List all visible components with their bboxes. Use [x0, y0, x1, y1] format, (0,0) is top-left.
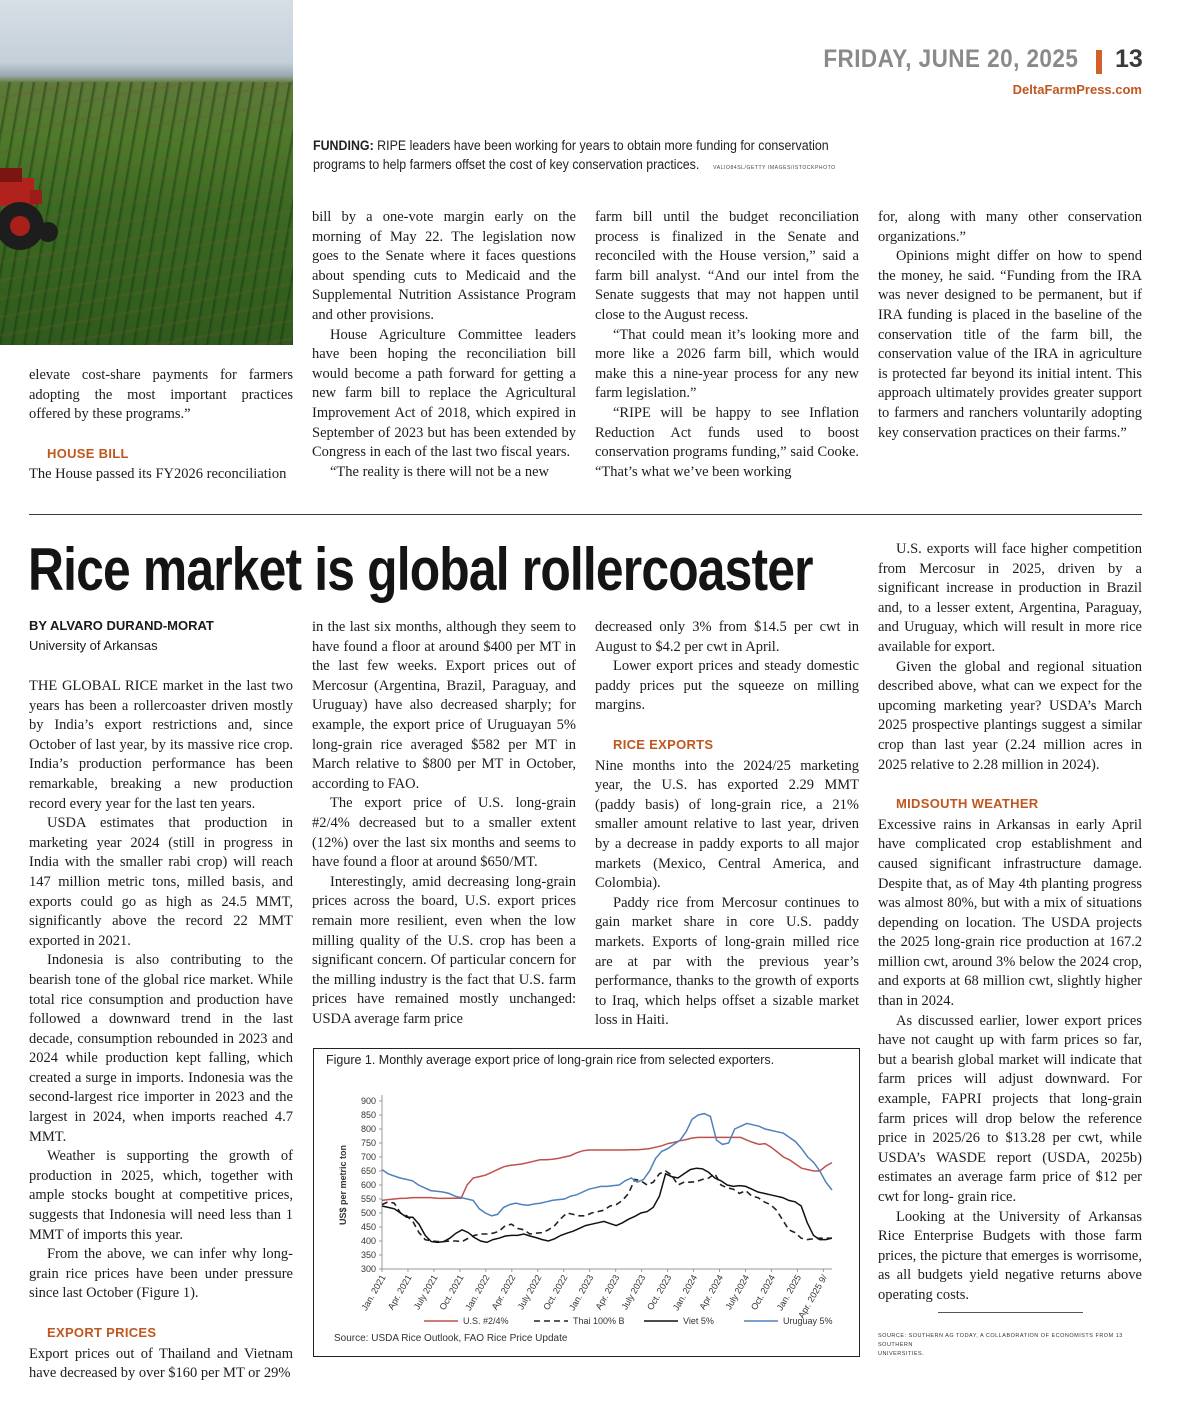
x-tick-label: Apr. 2022: [489, 1273, 518, 1312]
x-tick-label: Oct. 2022: [541, 1273, 570, 1312]
header-divider: [1096, 50, 1102, 74]
x-tick-label: Oct. 2024: [748, 1273, 778, 1312]
x-tick-label: July 2023: [619, 1273, 648, 1312]
paragraph: U.S. exports will face higher competition from Mercosur in 2025, driven by a significant increase in production in Brazil and, to a lesser extent, Argentina, Paraguay, and Uruguay, which will result in more rice available for export.: [878, 541, 1142, 655]
paragraph: bill by a one-vote margin early on the morning of May 22. The legislation now goes to the Senate where it faces questions about spending cuts to Medicaid and the Supplemental Nutrition Assistance Program and other provisions.: [312, 209, 576, 323]
paragraph: The export price of U.S. long-grain #2/4% decreased but to a smaller extent (12%) over the last six months and seems to have found a floor at around $650/MT.: [312, 795, 576, 871]
paragraph: Indonesia is also contributing to the bearish tone of the global rice market. While total rice consumption and production have followed a downward trend in the last decade, consumption rebounded in 2023 and 2024 while production kept falling, which created a surge in imports. Indonesia was the second-largest rice importer in 2023 and the largest in 2024, when imports reached 4.7 MMT.: [29, 952, 293, 1145]
x-tick-label: July 2024: [723, 1273, 752, 1312]
byline: BY ALVARO DURAND-MORAT: [29, 618, 214, 633]
paragraph: The House passed its FY2026 reconciliation: [29, 466, 287, 483]
issue-date: FRIDAY, JUNE 20, 2025: [823, 45, 1078, 73]
y-tick-label: 700: [360, 1152, 376, 1162]
paragraph: elevate cost-share payments for farmers adopting the most important practices offered by these programs.”: [29, 367, 293, 423]
x-tick-label: Jan. 2021: [359, 1273, 388, 1313]
y-axis-label: US$ per metric ton: [338, 1144, 348, 1226]
x-tick-label: Apr. 2023: [593, 1273, 622, 1312]
paragraph-text: market in the last two years has been a rollercoaster driven mostly by India’s export restrictions and, since October of last year, by its massive rice crop. India’s production performance has been remarkable, breaking a new production record every year for the last ten years.: [29, 678, 293, 812]
paragraph: Interestingly, amid decreasing long-grain prices across the board, U.S. export prices remain more resilient, even when the low milling quality of the U.S. crop has been a significant concern. Of particular concern for the milling industry is the fact that U.S. farm prices have remained mostly unchanged: USDA average farm price: [312, 873, 576, 1027]
paragraph: Export prices out of Thailand and Vietnam have decreased by over $160 per MT or 29%: [29, 1345, 293, 1382]
site-link[interactable]: DeltaFarmPress.com: [1012, 82, 1142, 97]
top-story-column-3: [595, 208, 859, 482]
paragraph: As discussed earlier, lower export prices have not caught up with farm prices so far, but a bearish global market will indicate that farm prices will adjust downward. For example, FAPRI projects that long-grain farm prices will drop below the reference price in 2025/26 to $13.28 per cwt, while USDA’s WASDE report (USDA, 2025b) estimates an average farm price of $12 per cwt for long- grain rice.: [878, 1012, 1142, 1205]
source-note-line-1: SOURCE: SOUTHERN AG TODAY, A COLLABORATION OF ECONOMISTS FROM 13 SOUTHERN: [878, 1333, 1123, 1348]
x-tick-label: Jan. 2024: [670, 1273, 700, 1313]
x-tick-label: Apr. 2024: [697, 1273, 726, 1312]
paragraph: for, along with many other conservation organizations.”: [878, 209, 1142, 245]
x-tick-label: Oct. 2023: [645, 1273, 674, 1312]
series-line-uruguay-5-: [382, 1114, 832, 1216]
paragraph: “The reality is there will not be a new: [330, 463, 550, 480]
source-note-line-2: UNIVERSITIES.: [878, 1351, 925, 1357]
chart-title: Figure 1. Monthly average export price of long-grain rice from selected exporters.: [326, 1053, 775, 1067]
caption-line-2: programs to help farmers offset the cost of key conservation practices.: [313, 157, 700, 172]
y-tick-label: 650: [360, 1166, 376, 1176]
x-tick-label: July 2022: [515, 1273, 544, 1312]
subhead-export-prices: EXPORT PRICES: [47, 1325, 157, 1340]
y-tick-label: 850: [360, 1110, 376, 1120]
caption-line-1: RIPE leaders have been working for years to obtain more funding for conservation: [373, 138, 829, 153]
series-line-thai-100-b: [382, 1171, 832, 1242]
legend-label: U.S. #2/4%: [463, 1316, 509, 1326]
subhead-rice-exports: RICE EXPORTS: [613, 736, 714, 752]
y-tick-label: 750: [360, 1138, 376, 1148]
series-line-viet-5-: [382, 1168, 832, 1242]
series-line-u-s-2-4-: [382, 1137, 832, 1200]
paragraph: Nine months into the 2024/25 marketing year, the U.S. has exported 2.29 MMT (paddy basis) of long-grain rice, a 21% smaller amount relative to last year, driven by a decrease in paddy exports to all major markets (Mexico, Central America, and Colombia).: [595, 757, 859, 892]
top-story-column-4: [878, 208, 1142, 443]
rice-column-4: [878, 540, 1142, 1306]
paragraph: decreased only 3% from $14.5 per cwt in August to $4.2 per cwt in April.: [595, 619, 859, 655]
y-tick-label: 400: [360, 1236, 376, 1246]
y-tick-label: 500: [360, 1208, 376, 1218]
top-story-column-2: [312, 208, 576, 482]
paragraph: [29, 677, 293, 814]
top-story-column-1: [29, 366, 293, 485]
paragraph: in the last six months, although they seem to have found a floor at around $400 per MT in the last few weeks. Export prices out of Mercosur (Argentina, Brazil, Paraguay, and Uruguay) have also decreased sharply; for example, the export price of Uruguayan 5% long-grain rice averaged $582 per MT in March relative to $800 per MT in October, according to FAO.: [312, 619, 576, 792]
page-number: 13: [1115, 45, 1143, 73]
chart-source: Source: USDA Rice Outlook, FAO Rice Price Update: [334, 1333, 568, 1344]
rice-column-3: [595, 618, 859, 1031]
paragraph: Paddy rice from Mercosur continues to gain market share in core U.S. paddy markets. Exports of long-grain milled rice are at par with the previous year’s performance, thanks to the growth of exports to Iraq, which helps offset a sizable market loss in Haiti.: [595, 894, 859, 1029]
rice-column-2: [312, 618, 576, 1029]
rice-column-1: [29, 677, 293, 1384]
x-tick-label: Jan. 2025: [774, 1273, 804, 1313]
farm-field-photo: [0, 0, 293, 345]
x-tick-label: Jan. 2023: [566, 1273, 596, 1313]
photo-credit: VALIO84SL/GETTY IMAGES/ISTOCKPHOTO: [713, 165, 836, 171]
author-affiliation: University of Arkansas: [29, 638, 158, 653]
paragraph: From the above, we can infer why long-grain rice prices have been under pressure since last October (Figure 1).: [29, 1246, 293, 1302]
y-tick-label: 300: [360, 1264, 376, 1274]
y-tick-label: 350: [360, 1250, 376, 1260]
paragraph: Excessive rains in Arkansas in early April have complicated crop establishment and caused significant infrastructure damage. Despite that, as of May 4th planting progress was almost 80%, but with a mix of situations depending on location. The USDA projects the 2025 long-grain rice production at 167.2 million cwt, around 3% below the 2024 crop, and exports at 68 million cwt, slightly higher than in 2024.: [878, 816, 1142, 1010]
paragraph: House Agriculture Committee leaders have been hoping the reconciliation bill would become a path forward for getting a new farm bill to replace the Agricultural Improvement Act of 2018, which expired in September of 2023 but has been extended by Congress in each of the last two fiscal years.: [312, 326, 576, 461]
y-tick-label: 450: [360, 1222, 376, 1232]
paragraph: farm bill until the budget reconciliation process is finalized in the Senate and reconciled with the House version,” said a farm bill analyst. “And our intel from the Senate suggests that may not happen until close to the August recess.: [595, 209, 859, 323]
paragraph: “RIPE will be happy to see Inflation Reduction Act funds used to boost conservation programs funding,” said Cooke. “That’s what we’ve been working: [595, 404, 859, 480]
price-chart: [314, 1049, 859, 1337]
x-tick-label: Oct. 2021: [437, 1273, 466, 1312]
x-tick-label: Apr. 2021: [385, 1273, 414, 1312]
legend-label: Viet 5%: [683, 1316, 714, 1326]
tractor-icon: [0, 168, 60, 258]
x-tick-label: Apr. 2025 9/: [796, 1273, 830, 1321]
end-of-article-rule: [938, 1312, 1083, 1313]
photo-caption: [313, 136, 856, 178]
paragraph: Given the global and regional situation described above, what can we expect for the upcoming marketing year? USDA’s March 2025 prospective plantings suggest a similar crop than last year (2.24 million acres in 2025 relative to 2.28 million in 2024).: [878, 658, 1142, 773]
x-tick-label: Jan. 2022: [463, 1273, 492, 1313]
paragraph: Weather is supporting the growth of production in 2025, which, together with ample stocks bought at competitive prices, suggests that Indonesia will need less than 1 MMT of imports this year.: [29, 1148, 293, 1243]
y-tick-label: 900: [360, 1096, 376, 1106]
article-headline: Rice market is global rollercoaster: [28, 536, 813, 603]
figure-1: [313, 1048, 860, 1357]
legend-label: Uruguay 5%: [783, 1316, 833, 1326]
lead-in: THE GLOBAL RICE: [29, 678, 159, 694]
subhead-midsouth-weather: MIDSOUTH WEATHER: [896, 796, 1039, 812]
y-tick-label: 550: [360, 1194, 376, 1204]
paragraph: USDA estimates that production in marketing year 2024 (still in progress in India with the smaller rabi crop) will reach 147 million metric tons, milled basis, and exports could go as high as 24.5 MMT, significantly above the record 22 MMT exported in 2021.: [29, 815, 293, 949]
paragraph: “That could mean it’s looking more and more like a 2026 farm bill, which would make this a nine-year process for any new farm legislation.”: [595, 326, 859, 402]
paragraph: Lower export prices and steady domestic paddy prices put the squeeze on milling margins.: [595, 658, 859, 714]
section-divider: [29, 514, 1142, 515]
paragraph: Looking at the University of Arkansas Rice Enterprise Budgets with those farm prices, the picture that emerges is worrisome, as all budgets yield negative returns above operating costs.: [878, 1208, 1142, 1303]
y-tick-label: 600: [360, 1180, 376, 1190]
x-tick-label: July 2021: [411, 1273, 440, 1312]
subhead-house-bill: HOUSE BILL: [47, 445, 129, 461]
paragraph: Opinions might differ on how to spend the money, he said. “Funding from the IRA was never designed to be permanent, but if IRA funding is placed in the baseline of the conservation title of the farm bill, the conservation value of the IRA in agriculture is protected far beyond its initial intent. This approach ultimately provides greater support to farmers and ranchers voluntarily adopting key conservation practices on their farms.”: [878, 248, 1142, 441]
article-source-note: [878, 1332, 1142, 1359]
caption-label: FUNDING:: [313, 138, 374, 153]
legend-label: Thai 100% B: [573, 1316, 625, 1326]
y-tick-label: 800: [360, 1124, 376, 1134]
